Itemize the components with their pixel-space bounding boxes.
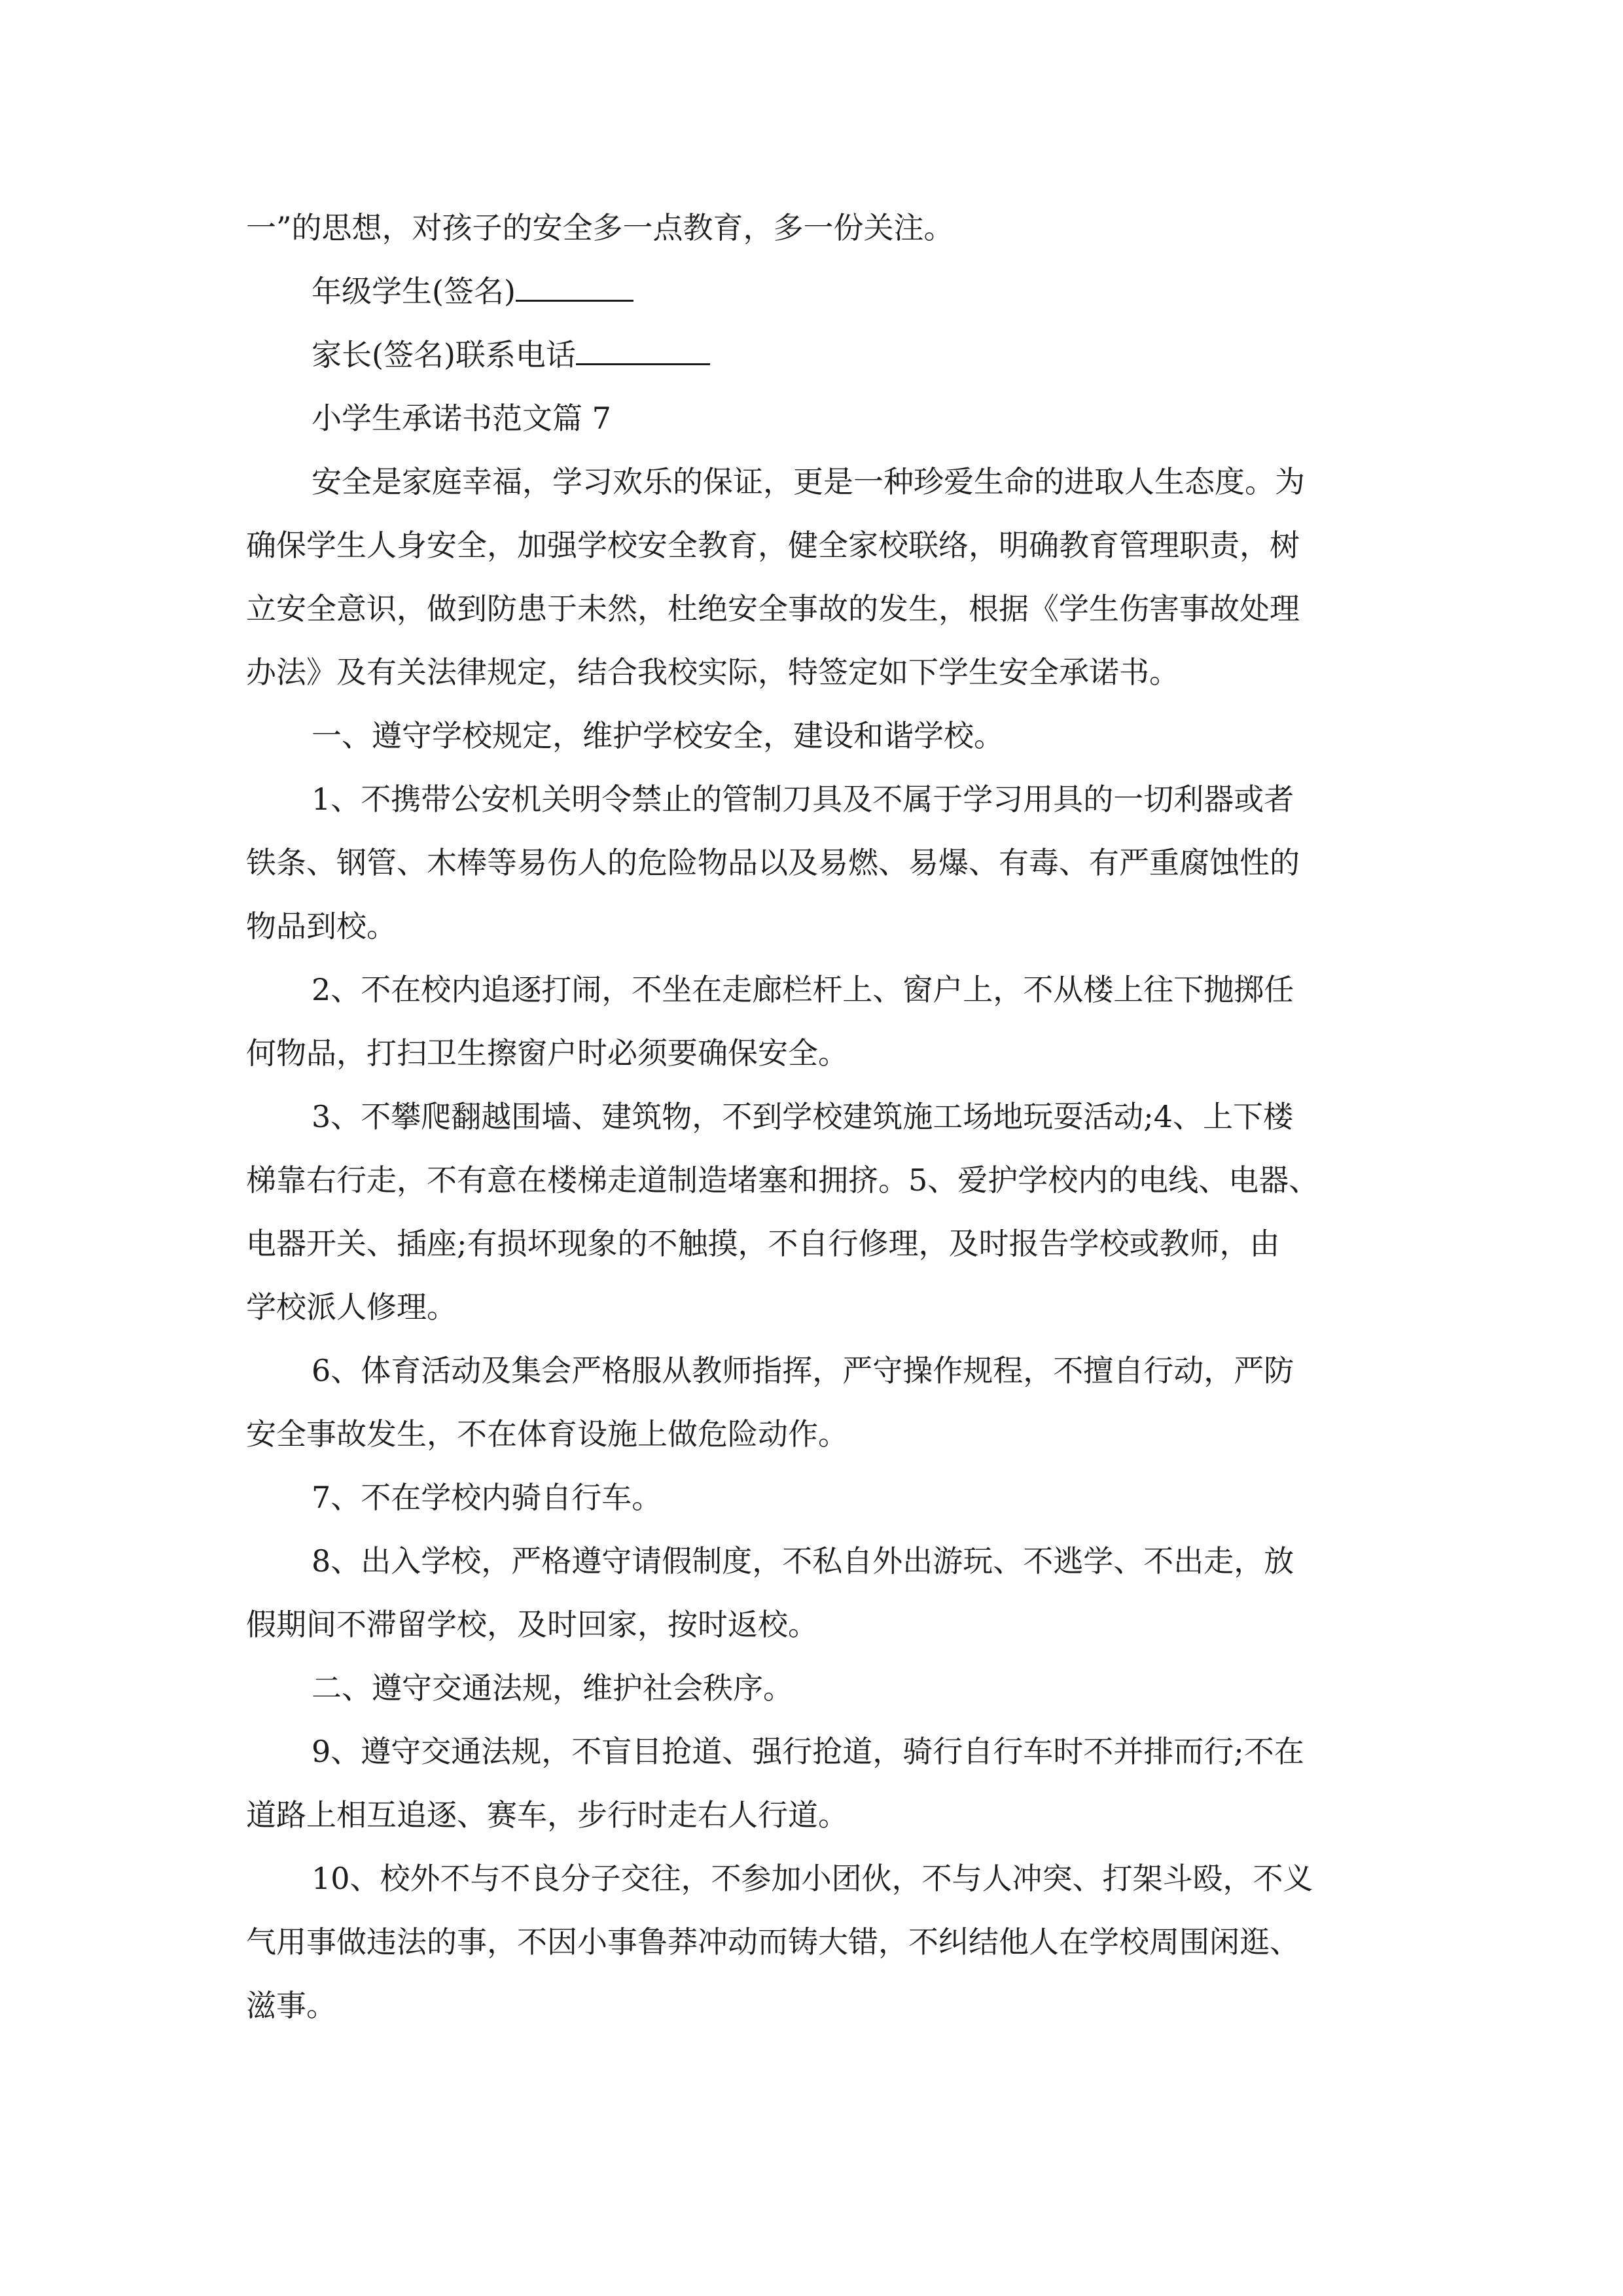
text-line: 电器开关、插座;有损坏现象的不触摸，不自行修理，及时报告学校或教师，由 — [246, 1226, 1280, 1261]
text-line: 2、不在校内追逐打闹，不坐在走廊栏杆上、窗户上，不从楼上往下抛掷任 — [312, 972, 1294, 1007]
text-line: 何物品，打扫卫生擦窗户时必须要确保安全。 — [246, 1035, 848, 1071]
text-line: 铁条、钢管、木棒等易伤人的危险物品以及易燃、易爆、有毒、有严重腐蚀性的 — [246, 845, 1300, 880]
text-line: 学校派人修理。 — [246, 1289, 457, 1325]
parent-signature-label: 家长(签名)联系电话 — [312, 337, 576, 372]
text-line: 梯靠右行走，不有意在楼梯走道制造堵塞和拥挤。5、爱护学校内的电线、电器、 — [246, 1162, 1319, 1198]
text-line: 6、体育活动及集会严格服从教师指挥，严守操作规程，不擅自行动，严防 — [312, 1353, 1294, 1388]
text-line: 一、遵守学校规定，维护学校安全，建设和谐学校。 — [312, 718, 1004, 753]
parent-signature-line — [246, 323, 1398, 387]
text-line: 物品到校。 — [246, 908, 397, 944]
text-line: 3、不攀爬翻越围墙、建筑物，不到学校建筑施工场地玩耍活动;4、上下楼 — [312, 1099, 1294, 1134]
text-line: 8、出入学校，严格遵守请假制度，不私自外出游玩、不逃学、不出走，放 — [312, 1543, 1294, 1579]
student-signature-line — [246, 260, 1398, 323]
text-line: 立安全意识，做到防患于未然，杜绝安全事故的发生，根据《学生伤害事故处理 — [246, 591, 1300, 626]
text-line: 1、不携带公安机关明令禁止的管制刀具及不属于学习用具的一切利器或者 — [312, 781, 1294, 817]
text-line: 气用事做违法的事，不因小事鲁莽冲动而铸大错，不纠结他人在学校周围闲逛、 — [246, 1924, 1300, 1960]
text-line: 7、不在学校内骑自行车。 — [312, 1480, 662, 1515]
student-signature-blank[interactable] — [516, 263, 633, 302]
text-line: 假期间不滞留学校，及时回家，按时返校。 — [246, 1607, 818, 1642]
text-line: 安全是家庭幸福，学习欢乐的保证，更是一种珍爱生命的进取人生态度。为 — [312, 464, 1305, 499]
text-line: 9、遵守交通法规，不盲目抢道、强行抢道，骑行自行车时不并排而行;不在 — [312, 1734, 1304, 1769]
section-heading: 小学生承诺书范文篇 7 — [312, 401, 611, 436]
text-line: 二、遵守交通法规，维护社会秩序。 — [312, 1670, 793, 1706]
text-line: 10、校外不与不良分子交往，不参加小团伙，不与人冲突、打架斗殴，不义 — [312, 1861, 1313, 1896]
text-line: 办法》及有关法律规定，结合我校实际，特签定如下学生安全承诺书。 — [246, 655, 1179, 690]
student-signature-label: 年级学生(签名) — [312, 274, 516, 309]
text-line: 确保学生人身安全，加强学校安全教育，健全家校联络，明确教育管理职责，树 — [246, 528, 1300, 563]
parent-phone-blank[interactable] — [576, 327, 710, 365]
document-body — [246, 196, 1398, 2037]
text-line: 滋事。 — [246, 1988, 336, 2023]
text-line: 安全事故发生，不在体育设施上做危险动作。 — [246, 1416, 848, 1452]
text-line: 一”的思想，对孩子的安全多一点教育，多一份关注。 — [246, 210, 954, 245]
text-line: 道路上相互追逐、赛车，步行时走右人行道。 — [246, 1797, 848, 1833]
